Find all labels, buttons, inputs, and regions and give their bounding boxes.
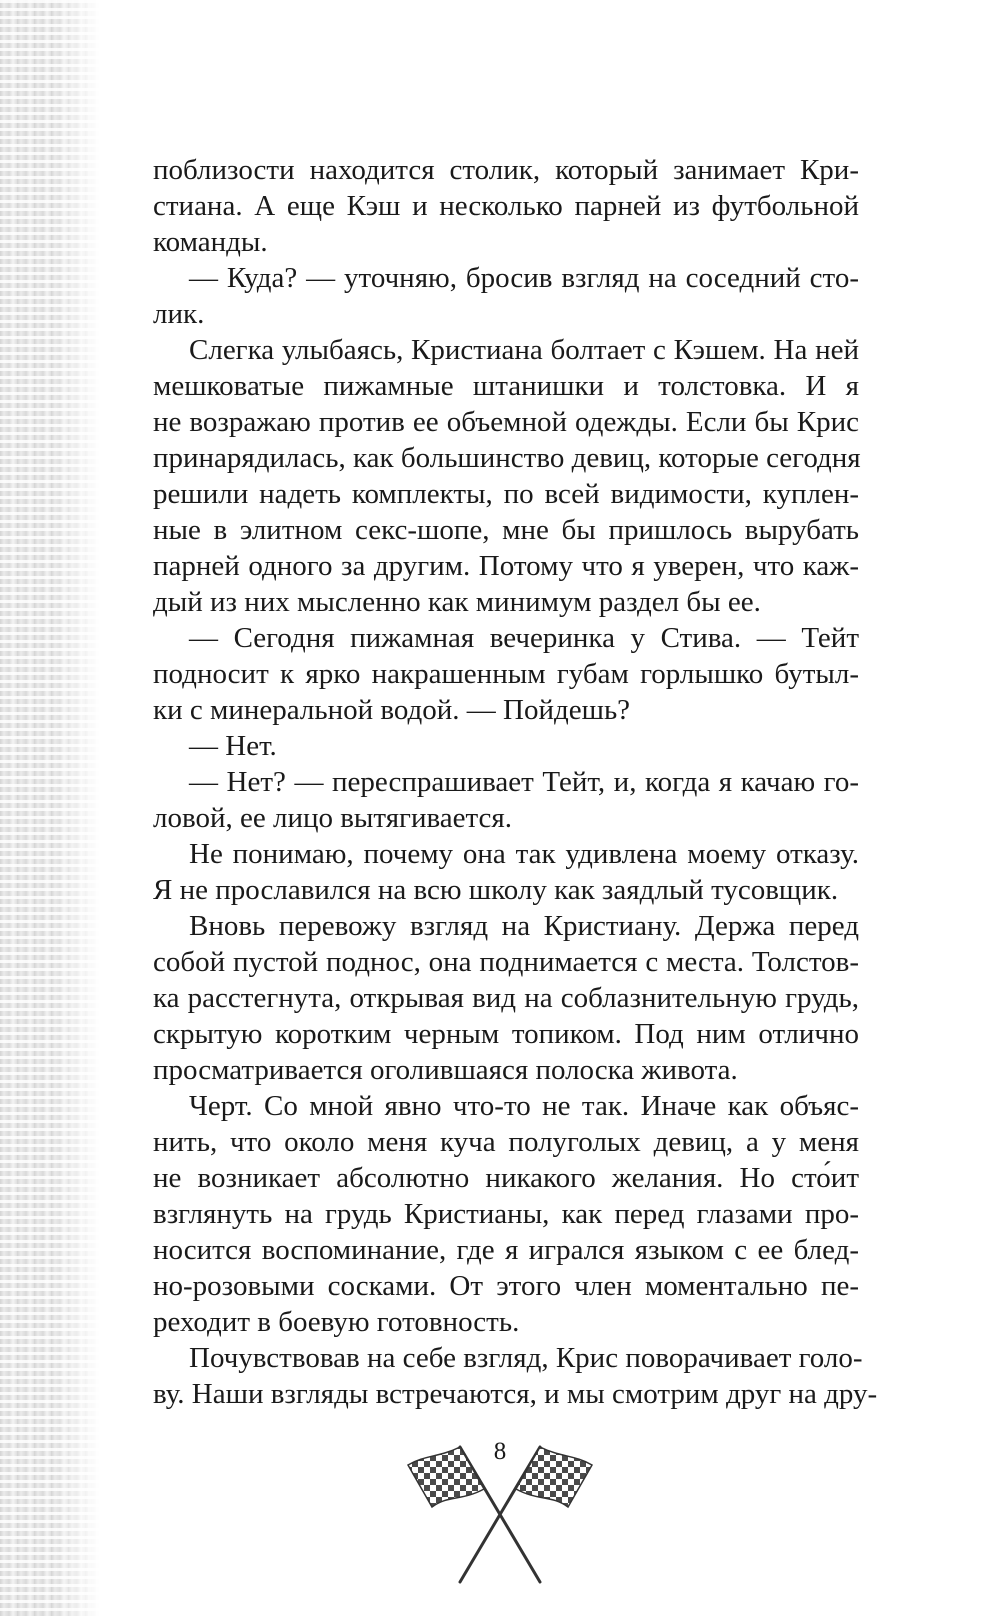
text-line: мешковатые пижамные штанишки и толстовка. И я xyxy=(153,370,859,402)
text-line: скрытую коротким черным топиком. Под ним отлично xyxy=(153,1018,859,1050)
page-edge-decoration xyxy=(0,0,100,1616)
text-line: Черт. Со мной явно что-то не так. Иначе как объяс- xyxy=(189,1090,859,1122)
text-line: ные в элитном секс-шопе, мне бы пришлось вырубать xyxy=(153,514,859,546)
text-line: — Нет. xyxy=(189,730,277,762)
page-footer xyxy=(400,1437,600,1587)
text-line: парней одного за другим. Потому что я уверен, что каж- xyxy=(153,550,859,582)
text-line: решили надеть комплекты, по всей видимости, куплен- xyxy=(153,478,859,510)
text-line: взглянуть на грудь Кристианы, как перед глазами про- xyxy=(153,1198,859,1230)
text-line: собой пустой поднос, она поднимается с места. Толстов- xyxy=(153,946,859,978)
text-line: — Куда? — уточняю, бросив взгляд на соседний сто- xyxy=(189,262,859,294)
text-line: Слегка улыбаясь, Кристиана болтает с Кэшем. На ней xyxy=(189,334,859,366)
text-line: — Сегодня пижамная вечеринка у Стива. — Тейт xyxy=(189,622,859,654)
text-line: дый из них мысленно как минимум раздел бы ее. xyxy=(153,586,761,618)
text-line: команды. xyxy=(153,226,268,258)
page-number: 8 xyxy=(493,1438,507,1465)
text-line: поблизости находится столик, который занимает Кри- xyxy=(153,154,859,186)
text-line: но-розовыми сосками. От этого член моментально пе- xyxy=(153,1270,859,1302)
text-line: ки с минеральной водой. — Пойдешь? xyxy=(153,694,631,726)
text-line: ка расстегнута, открывая вид на соблазнительную грудь, xyxy=(153,982,859,1014)
text-line: нить, что около меня куча полуголых девиц, а у меня xyxy=(153,1126,859,1158)
text-line: — Нет? — переспрашивает Тейт, и, когда я качаю го- xyxy=(189,766,859,798)
text-line: принарядилась, как большинство девиц, которые сегодня xyxy=(153,442,861,474)
text-line: носится воспоминание, где я игрался языком с ее блед- xyxy=(153,1234,859,1266)
text-line: ловой, ее лицо вытягивается. xyxy=(153,802,513,834)
text-line: не возражаю против ее объемной одежды. Если бы Крис xyxy=(153,406,859,438)
text-line: подносит к ярко накрашенным губам горлышко бутыл- xyxy=(153,658,859,690)
text-line: реходит в боевую готовность. xyxy=(153,1306,520,1338)
text-line: Не понимаю, почему она так удивлена моему отказу. xyxy=(189,838,859,870)
body-text xyxy=(153,152,878,1412)
text-line: не возникает абсолютно никакого желания. Но сто́ит xyxy=(153,1162,859,1194)
text-line: ву. Наши взгляды встречаются, и мы смотрим друг на дру- xyxy=(153,1378,878,1410)
text-line: просматривается оголившаяся полоска живота. xyxy=(153,1054,738,1086)
text-line: Вновь перевожу взгляд на Кристиану. Держа перед xyxy=(189,910,859,942)
text-line: стиана. А еще Кэш и несколько парней из футбольной xyxy=(153,190,859,222)
text-line: Почувствовав на себе взгляд, Крис поворачивает голо- xyxy=(189,1342,863,1374)
text-line: Я не прославился на всю школу как заядлый тусовщик. xyxy=(153,874,839,906)
text-line: лик. xyxy=(153,298,205,330)
